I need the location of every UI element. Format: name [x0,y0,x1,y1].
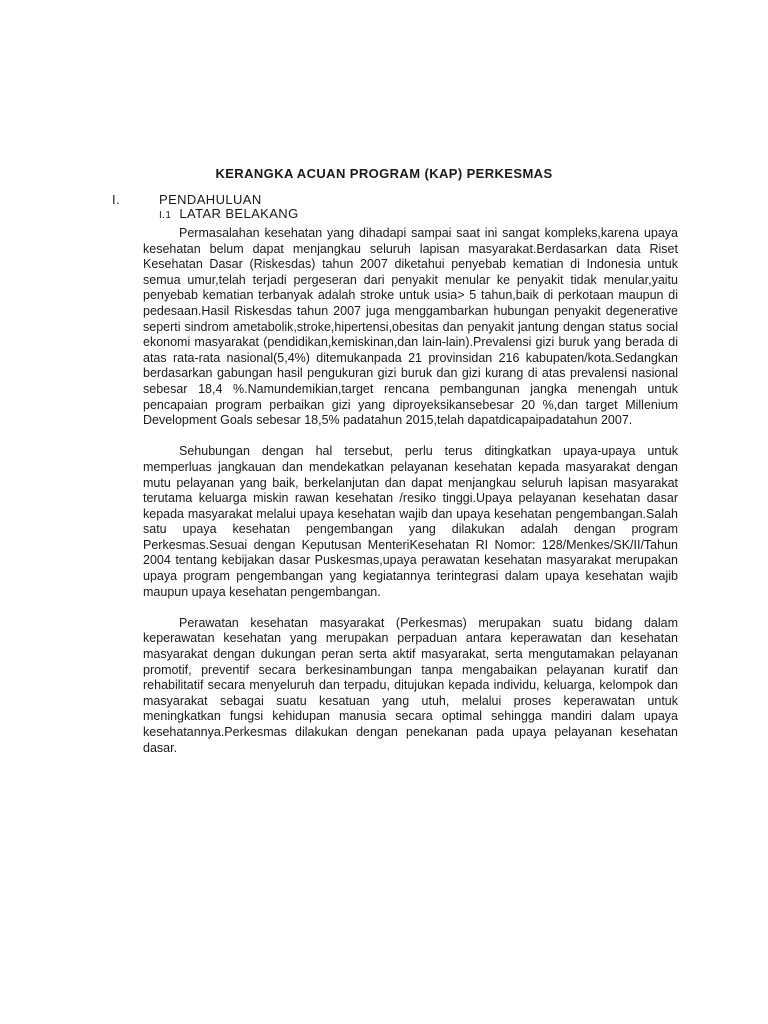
subsection-number: I.1 [159,210,172,221]
section-number: I. [112,192,121,207]
subsection-title: LATAR BELAKANG [179,206,299,221]
document-title: KERANGKA ACUAN PROGRAM (KAP) PERKESMAS [215,166,553,181]
body-text [143,226,678,772]
paragraph: Sehubungan dengan hal tersebut, perlu terus ditingkatkan upaya-upaya untuk memperluas jangkauan dan mendekatkan pelayanan kesehatan kepada masyarakat dengan mutu pelayanan yang baik, berkelanjutan dan dapat menjangkau seluruh lapisan masyarakat terutama keluarga miskin rawan kesehatan /resiko tinggi.Upaya pelayanan kesehatan dasar kepada masyarakat melalui upaya kesehatan wajib dan upaya kesehatan pengembangan.Salah satu upaya kesehatan pengembangan yang dilakukan adalah dengan program Perkesmas.Sesuai dengan Keputusan MenteriKesehatan RI Nomor: 128/Menkes/SK/II/Tahun 2004 tentang kebijakan dasar Puskesmas,upaya perawatan kesehatan masyarakat merupakan upaya program pengembangan yang kegiatannya terintegrasi dalam upaya kesehatan wajib maupun upaya kesehatan pengembangan. [143,444,678,599]
section-title: PENDAHULUAN [159,192,262,207]
subsection-heading [159,206,299,221]
paragraph: Permasalahan kesehatan yang dihadapi sampai saat ini sangat kompleks,karena upaya kesehatan belum dapat menjangkau seluruh lapisan masyarakat.Berdasarkan data Riset Kesehatan Dasar (Riskesdas) tahun 2007 diketahui penyebab kematian di Indonesia untuk semua umur,telah terjadi pergeseran dari penyakit menular ke penyakit tidak menular,yaitu penyebab kematian terbanyak adalah stroke untuk usia> 5 tahun,baik di perkotaan maupun di pedesaan.Hasil Riskesdas tahun 2007 juga menggambarkan hubungan penyakit degenerative seperti sindrom ametabolik,stroke,hipertensi,obesitas dan penyakit jantung dengan status social ekonomi masyarakat (pendidikan,kemiskinan,dan lain-lain).Prevalensi gizi buruk yang berada di atas rata-rata nasional(5,4%) ditemukanpada 21 provinsidan 216 kabupaten/kota.Sedangkan berdasarkan gabungan hasil pengukuran gizi buruk dan gizi kurang di atas prevalensi nasional sebesar 18,4 %.Namundemikian,target rencana pembangunan jangka menengah untuk pencapaian program perbaikan gizi yang diproyeksikansebesar 20 %,dan target Millenium Development Goals sebesar 18,5% padatahun 2015,telah dapatdicapaipadatahun 2007. [143,226,678,428]
paragraph: Perawatan kesehatan masyarakat (Perkesmas) merupakan suatu bidang dalam keperawatan kesehatan yang merupakan perpaduan antara keperawatan dan kesehatan masyarakat dengan dukungan peran serta aktif masyarakat, serta mengutamakan pelayanan promotif, preventif secara berkesinambungan tanpa mengabaikan pelayanan kuratif dan rehabilitatif secara menyeluruh dan terpadu, ditujukan kepada individu, keluarga, kelompok dan masyarakat sebagai suatu kesatuan yang utuh, melalui proses keperawatan untuk meningkatkan fungsi kehidupan manusia secara optimal sehingga mandiri dalam upaya kesehatannya.Perkesmas dilakukan dengan penekanan pada upaya pelayanan kesehatan dasar. [143,615,678,755]
